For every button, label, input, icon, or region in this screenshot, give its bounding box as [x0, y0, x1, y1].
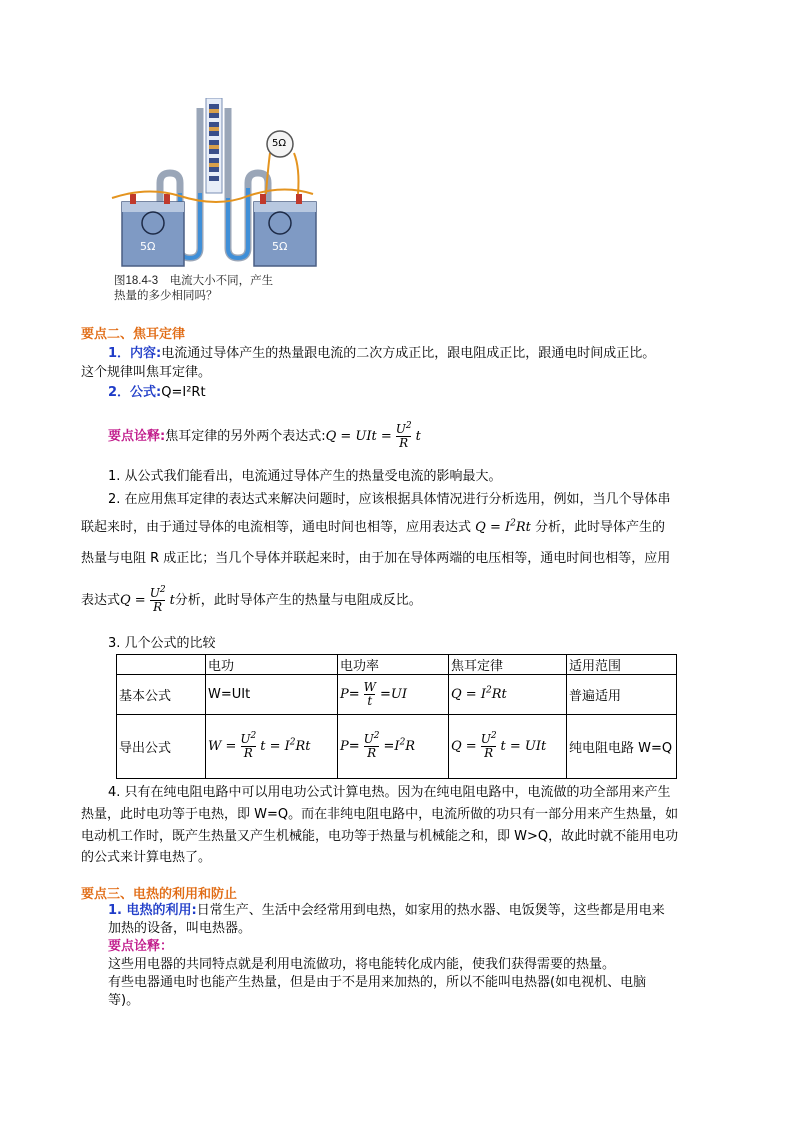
row-label: 基本公式 [117, 675, 206, 715]
experiment-figure [108, 98, 318, 305]
section3-item1-label: 1. 电热的利用: [108, 903, 197, 918]
section2-heading: 要点二、焦耳定律 [81, 327, 186, 342]
item2-label: 2．公式: [108, 385, 162, 400]
table-header-cell: 适用范围 [567, 655, 677, 675]
formula-q-eq: Q = [120, 592, 146, 608]
section2-item1 [108, 345, 655, 362]
item1-text: 电流通过导体产生的热量跟电流的二次方成正比，跟电阻成正比，跟通电时间成正比。 [161, 346, 656, 361]
paragraph-3: 3. 几个公式的比较 [108, 636, 216, 651]
fraction-u2-over-r-2: $\frac{U^2}{R}$ [149, 584, 166, 614]
cell-joule-derived: Q = $\frac{U^2}{R}$ t = UIt [449, 715, 567, 779]
section3-note-label: 要点诠释： [108, 939, 174, 954]
section2-note [108, 416, 421, 456]
cell-joule-basic: $Q = I^2Rt$ [449, 675, 567, 715]
cell-power-derived: P= $\frac{U^2}{R}$ $=I^2R$ [338, 715, 449, 779]
note-label: 要点诠释: [108, 428, 166, 444]
paragraph-1: 1. 从公式我们能看出，电流通过导体产生的热量受电流的影响最大。 [108, 469, 502, 484]
section2-item1-cont: 这个规律叫焦耳定律。 [81, 365, 212, 380]
formula-i2rt: $Q = I^2Rt$ [471, 518, 535, 535]
cell-scope-basic: 普遍适用 [567, 675, 677, 715]
section3-item1: 1. 电热的利用:日常生产、生活中会经常用到电热，如家用的热水器、电饭煲等，这些都是用电来 [108, 903, 665, 918]
paragraph-4-line4: 的公式来计算电热了。 [81, 850, 212, 865]
paragraph-2-line3: 热量与电阻 R 成正比；当几个导体并联起来时，由于加在导体两端的电压相等，通电时间也相等，应用 [81, 551, 671, 566]
table-header-row [117, 655, 677, 675]
joule-formula: Q=I²Rt [161, 385, 206, 400]
section3-item1-cont: 加热的设备，叫电热器。 [108, 921, 252, 936]
formula-comparison-table [116, 654, 677, 779]
paragraph-4-line3: 电动机工作时，既产生热量又产生机械能，电功等于热量与机械能之和，即 W>Q，故此时就不能用电功 [81, 829, 679, 844]
paragraph-4-line2: 热量，此时电功等于电热，即 W=Q。而在非纯电阻电路中，电流所做的功只有一部分用来产生热量，如 [81, 807, 679, 822]
cell-power-basic: P= $\frac{W}{t}$ =UI [338, 675, 449, 715]
formula-t: t [415, 428, 421, 444]
fraction-u2-over-r: $\frac{U^2}{R}$ [395, 420, 412, 450]
table-header-cell: 焦耳定律 [449, 655, 567, 675]
table-row [117, 715, 677, 779]
section3-line2: 有些电器通电时也能产生热量，但是由于不是用来加热的，所以不能叫电热器(如电视机、电脑 [108, 975, 647, 990]
table-header-cell [117, 655, 206, 675]
formula-q-uit: Q = UIt = [325, 428, 392, 444]
table-header-cell: 电功率 [338, 655, 449, 675]
resistor-label-top: 5Ω [272, 138, 287, 149]
resistor-label-right: 5Ω [272, 240, 288, 253]
paragraph-2-line1: 2. 在应用焦耳定律的表达式来解决问题时，应该根据具体情况进行分析选用，例如，当几个导体串 [108, 492, 671, 507]
cell-work-derived: W = $\frac{U^2}{R}$ $t = I^2Rt$ [206, 715, 338, 779]
section2-item2 [108, 384, 206, 401]
section3-line3: 等)。 [108, 993, 140, 1008]
row-label: 导出公式 [117, 715, 206, 779]
figure-caption-line2: 热量的多少相同吗？ [114, 290, 218, 302]
table-row [117, 675, 677, 715]
cell-work-basic: W=UIt [206, 675, 338, 715]
item1-label: 1．内容: [108, 346, 162, 361]
section3-heading: 要点三、电热的利用和防止 [81, 887, 238, 902]
figure-caption-line1: 图18.4-3 电流大小不同，产生 [114, 275, 274, 287]
section3-line1: 这些用电器的共同特点就是利用电流做功，将电能转化成内能，使我们获得需要的热量。 [108, 957, 616, 972]
resistor-label-left: 5Ω [140, 240, 156, 253]
paragraph-4-line1: 4. 只有在纯电阻电路中可以用电功公式计算电热。因为在纯电阻电路中，电流做的功全部用来产生 [108, 785, 671, 800]
table-header-cell: 电功 [206, 655, 338, 675]
paragraph-2-line2: 联起来时，由于通过导体的电流相等，通电时间也相等，应用表达式 $Q = I^2Rt$ 分析，此时导体产生的 [81, 518, 666, 535]
cell-scope-derived: 纯电阻电路 W=Q [567, 715, 677, 779]
note-text: 焦耳定律的另外两个表达式: [165, 428, 326, 444]
paragraph-2-line4: 表达式 Q = $\frac{U^2}{R}$ t 分析，此时导体产生的热量与电阻成反比。 [81, 584, 422, 614]
